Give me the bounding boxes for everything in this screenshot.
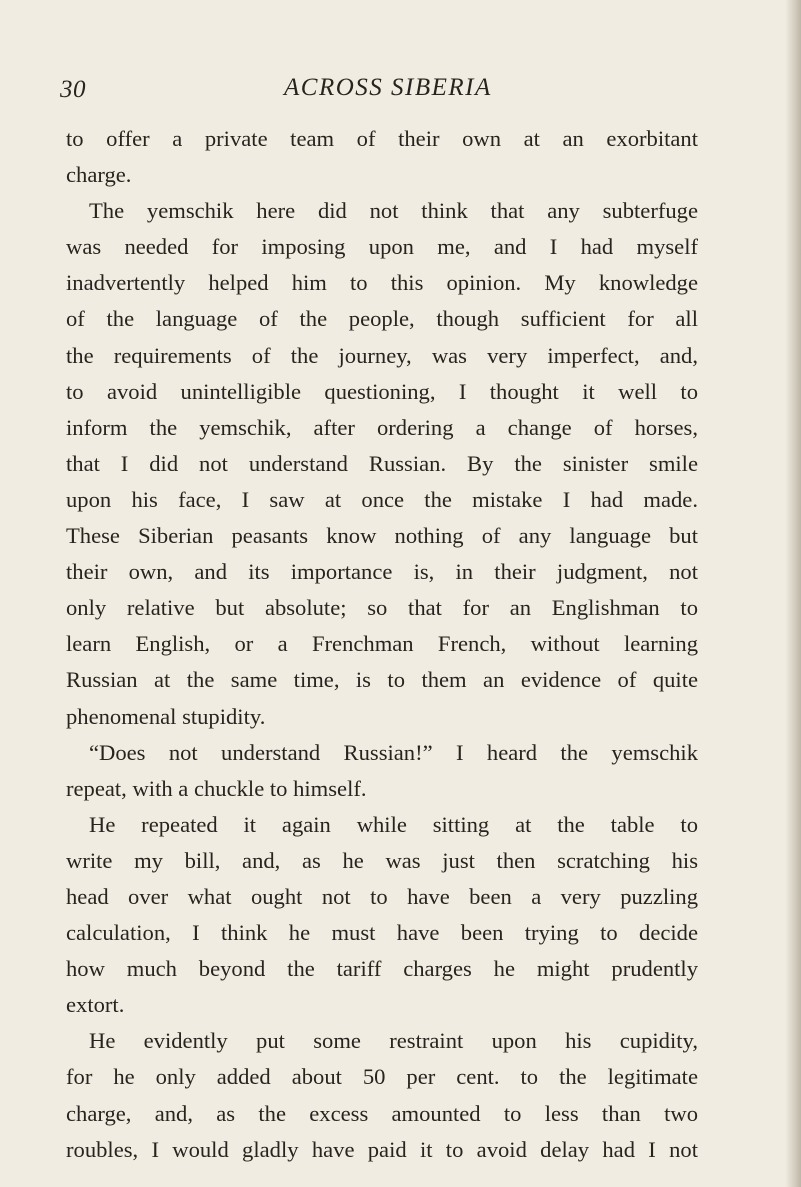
text-line: inadvertently helped him to this opinion. My knowledge bbox=[66, 270, 698, 296]
text-line: These Siberian peasants know nothing of any language but bbox=[66, 523, 698, 549]
page-header bbox=[60, 74, 700, 108]
text-line: extort. bbox=[66, 992, 125, 1018]
text-line: charge, and, as the excess amounted to less than two bbox=[66, 1100, 698, 1126]
text-line: to offer a private team of their own at an exorbitant bbox=[66, 126, 698, 151]
text-line: the requirements of the journey, was very imperfect, and, bbox=[66, 342, 698, 368]
text-line: that I did not understand Russian. By the sinister smile bbox=[66, 450, 698, 476]
text-line: learn English, or a Frenchman French, without learning bbox=[66, 631, 698, 657]
text-line: for he only added about 50 per cent. to the legitimate bbox=[66, 1064, 698, 1090]
paragraph-start-line: The yemschik here did not think that any subterfuge bbox=[89, 198, 698, 224]
text-line: write my bill, and, as he was just then scratching his bbox=[66, 847, 698, 873]
text-line: how much beyond the tariff charges he might prudently bbox=[66, 956, 698, 982]
paragraph-start-line: “Does not understand Russian!” I heard the yemschik bbox=[89, 739, 698, 765]
text-line: phenomenal stupidity. bbox=[66, 703, 266, 729]
text-line: of the language of the people, though sufficient for all bbox=[66, 306, 698, 332]
running-head: ACROSS SIBERIA bbox=[284, 74, 492, 101]
text-line: roubles, I would gladly have paid it to avoid delay had I not bbox=[66, 1136, 698, 1162]
text-line: calculation, I think he must have been trying to decide bbox=[66, 920, 698, 946]
text-line: head over what ought not to have been a very puzzling bbox=[66, 883, 698, 909]
text-line: to avoid unintelligible questioning, I thought it well to bbox=[66, 378, 698, 404]
text-line: charge. bbox=[66, 162, 132, 188]
text-line: their own, and its importance is, in their judgment, not bbox=[66, 559, 698, 585]
paragraph-start-line: He evidently put some restraint upon his cupidity, bbox=[89, 1028, 698, 1054]
text-line: only relative but absolute; so that for an Englishman to bbox=[66, 595, 698, 621]
paragraph-start-line: He repeated it again while sitting at the table to bbox=[89, 811, 698, 837]
page-number: 30 bbox=[60, 76, 86, 103]
text-line: Russian at the same time, is to them an evidence of quite bbox=[66, 667, 698, 693]
text-line: inform the yemschik, after ordering a change of horses, bbox=[66, 414, 698, 440]
body-text bbox=[66, 121, 698, 1168]
text-line: was needed for imposing upon me, and I had myself bbox=[66, 234, 698, 260]
text-line: upon his face, I saw at once the mistake I had made. bbox=[66, 486, 698, 512]
text-line: repeat, with a chuckle to himself. bbox=[66, 775, 367, 801]
